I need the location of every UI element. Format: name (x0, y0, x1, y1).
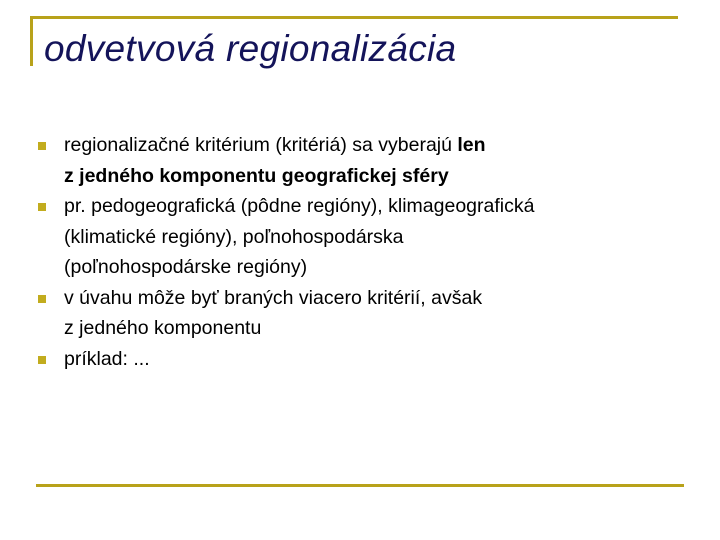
square-bullet-icon (38, 295, 46, 303)
bullet-item-4 (36, 344, 676, 375)
bullet-list (36, 130, 676, 374)
square-bullet-icon (38, 356, 46, 364)
slide-title: odvetvová regionalizácia (44, 28, 457, 69)
bullet-item-3 (36, 283, 676, 344)
bullet-1-text: regionalizačné kritérium (kritériá) sa vyberajú (64, 134, 458, 156)
bullet-2-line-3: (poľnohospodárske regióny) (64, 256, 308, 278)
square-bullet-icon (38, 142, 46, 150)
bullet-2-line-1: pr. pedogeografická (pôdne regióny), klimageografická (64, 195, 535, 217)
bullet-1-emphasis: len (457, 134, 486, 156)
bullet-3-line-2: z jedného komponentu (64, 317, 262, 339)
square-bullet-icon (38, 203, 46, 211)
bullet-item-1 (36, 130, 676, 191)
bullet-3-line-1: v úvahu môže byť braných viacero kritérií, avšak (64, 286, 483, 309)
bullet-item-2 (36, 191, 676, 283)
frame-bottom-rule (36, 484, 684, 487)
frame-left-rule (30, 16, 33, 66)
bullet-1-line-1 (64, 130, 676, 161)
bullet-1-line-2: z jedného komponentu geografickej sféry (64, 164, 449, 187)
bullet-4-line-1: príklad: ... (64, 347, 150, 370)
bullet-2-line-2: (klimatické regióny), poľnohospodárska (64, 225, 404, 248)
frame-top-rule (30, 16, 678, 19)
